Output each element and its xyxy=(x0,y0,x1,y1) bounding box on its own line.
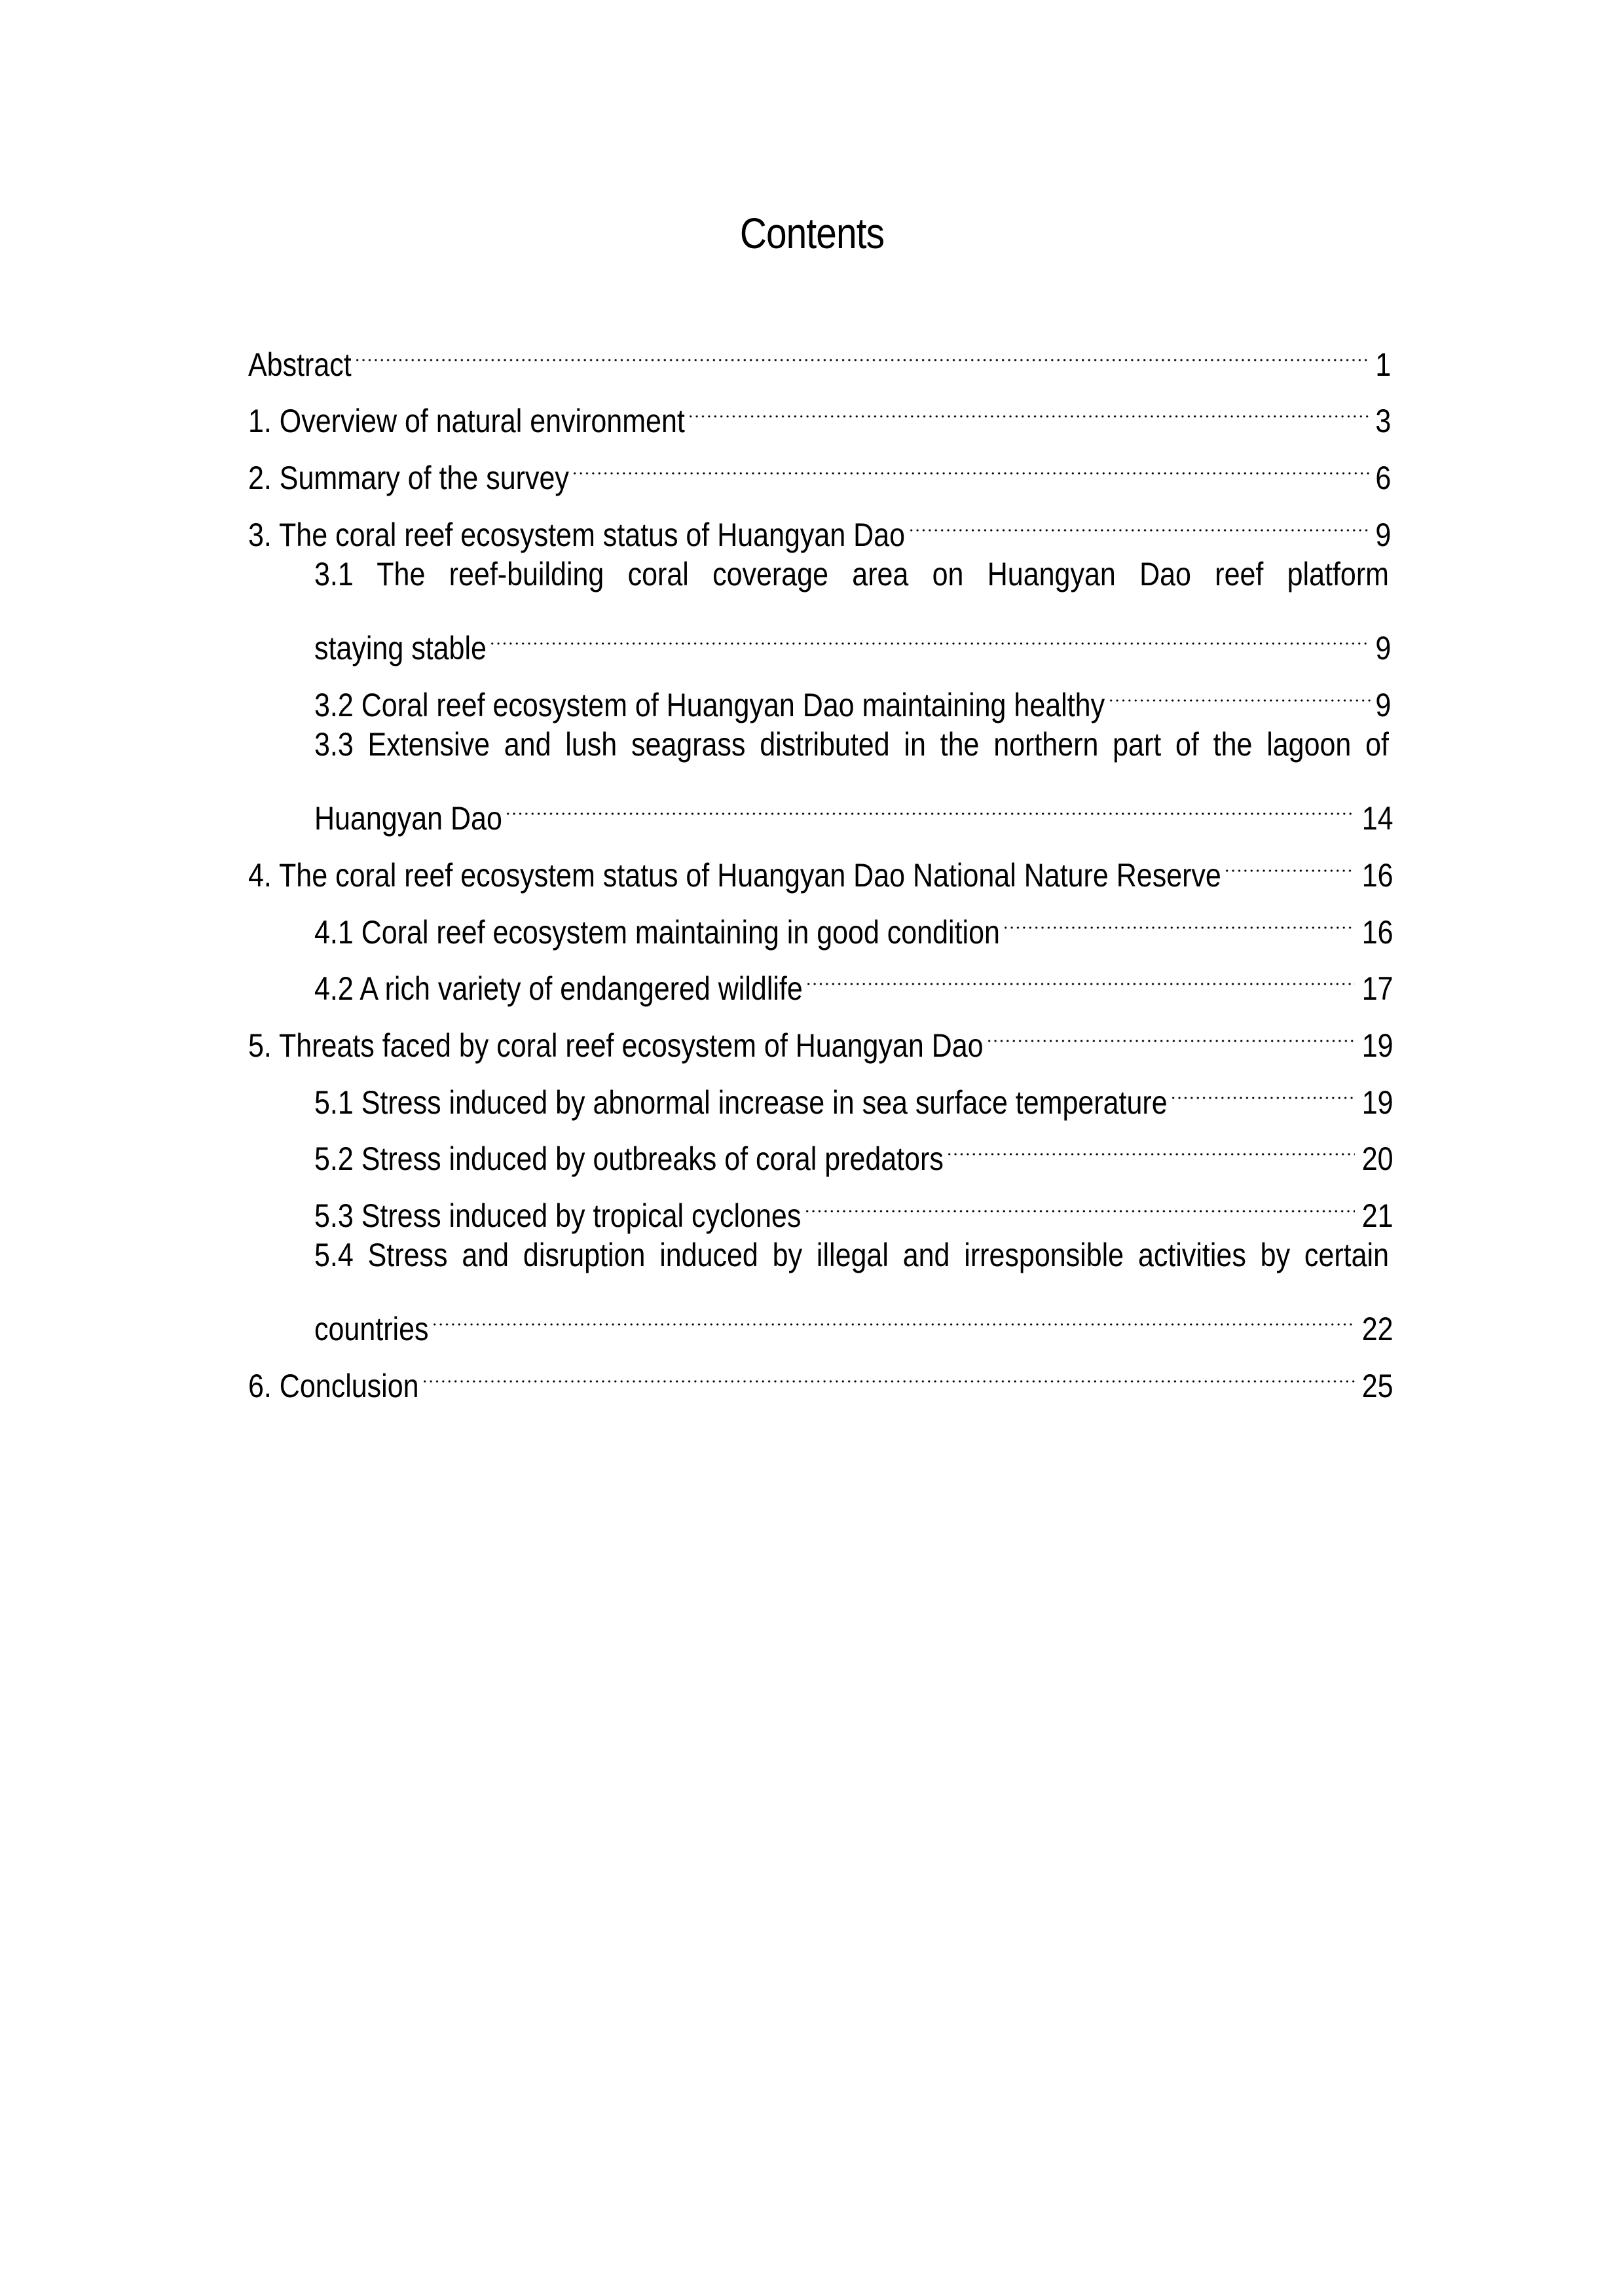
toc-entry[interactable] xyxy=(314,1284,1393,1348)
toc-entry-line[interactable] xyxy=(314,546,1389,603)
toc-entry-label: countries xyxy=(314,1311,429,1348)
toc-entry[interactable] xyxy=(248,1000,1393,1064)
toc-entry[interactable] xyxy=(314,886,1393,951)
toc-entry-label: 2. Summary of the survey xyxy=(248,460,569,497)
toc-entry-label-line1: 3.1 The reef-building coral coverage area on Huangyan Dao reef platform xyxy=(314,555,1389,592)
dot-leader xyxy=(572,432,1371,489)
toc-entry[interactable] xyxy=(248,489,1392,553)
dot-leader xyxy=(489,602,1371,659)
dot-leader xyxy=(354,319,1371,376)
toc-entry[interactable] xyxy=(314,943,1393,1008)
dot-leader xyxy=(688,376,1371,433)
toc-entry[interactable] xyxy=(314,1057,1393,1121)
toc-page-number: 16 xyxy=(1361,913,1393,951)
dot-leader xyxy=(505,773,1355,830)
dot-leader xyxy=(1170,1057,1355,1114)
toc-entry-label: 4. The coral reef ecosystem status of Huangyan Dao National Nature Reserve xyxy=(248,856,1221,894)
dot-leader xyxy=(804,1170,1355,1227)
toc-entry-label: 4.2 A rich variety of endangered wildlife xyxy=(314,970,803,1008)
toc-entry-label-line1: 3.3 Extensive and lush seagrass distributed in the northern part of the lagoon of xyxy=(314,725,1389,763)
dot-leader xyxy=(432,1284,1355,1341)
toc-page-number: 25 xyxy=(1361,1368,1393,1405)
toc-entry[interactable] xyxy=(248,1340,1393,1405)
table-of-contents xyxy=(248,319,1393,1405)
toc-page-number: 9 xyxy=(1375,686,1392,723)
toc-page-number: 14 xyxy=(1361,800,1393,837)
toc-entry-label-line1: 5.4 Stress and disruption induced by illegal and irresponsible activities by certain xyxy=(314,1237,1389,1273)
toc-page-number: 22 xyxy=(1361,1311,1393,1348)
toc-entry[interactable] xyxy=(314,659,1392,723)
toc-entry-label: Huangyan Dao xyxy=(314,800,502,837)
toc-entry[interactable] xyxy=(248,376,1392,440)
toc-entry-label: 5.1 Stress induced by abnormal increase in sea surface temperature xyxy=(314,1084,1168,1121)
dot-leader xyxy=(1224,829,1355,886)
toc-entry[interactable] xyxy=(314,602,1392,667)
toc-page-number: 3 xyxy=(1375,403,1392,440)
toc-entry-line[interactable] xyxy=(314,716,1389,773)
toc-entry-line[interactable] xyxy=(314,1227,1389,1284)
toc-page-number: 9 xyxy=(1375,516,1392,553)
dot-leader xyxy=(1003,886,1355,943)
toc-entry-label: 3.2 Coral reef ecosystem of Huangyan Dao maintaining healthy xyxy=(314,686,1105,723)
toc-entry[interactable] xyxy=(314,773,1393,837)
toc-entry-label: 5.3 Stress induced by tropical cyclones xyxy=(314,1197,802,1234)
toc-page-number: 19 xyxy=(1361,1084,1393,1121)
toc-entry-label: 5. Threats faced by coral reef ecosystem of Huangyan Dao xyxy=(248,1027,984,1064)
toc-entry-label: 6. Conclusion xyxy=(248,1368,419,1405)
toc-page-number: 20 xyxy=(1361,1140,1393,1178)
toc-entry-label: 5.2 Stress induced by outbreaks of coral predators xyxy=(314,1140,944,1178)
dot-leader xyxy=(946,1114,1355,1171)
dot-leader xyxy=(986,1000,1355,1057)
toc-page-number: 16 xyxy=(1361,856,1393,894)
toc-page-number: 19 xyxy=(1361,1027,1393,1064)
toc-page-number: 1 xyxy=(1375,346,1392,383)
dot-leader xyxy=(805,943,1355,1000)
toc-page-number: 6 xyxy=(1375,460,1392,497)
toc-page-number: 21 xyxy=(1361,1197,1393,1234)
toc-entry-label: 3. The coral reef ecosystem status of Huangyan Dao xyxy=(248,516,906,553)
toc-entry-label: 1. Overview of natural environment xyxy=(248,403,685,440)
toc-entry[interactable] xyxy=(248,829,1393,894)
toc-entry[interactable] xyxy=(248,319,1392,383)
toc-entry-label: staying stable xyxy=(314,630,487,667)
page-title: Contents xyxy=(739,209,885,257)
toc-entry-label: 4.1 Coral reef ecosystem maintaining in good condition xyxy=(314,913,1000,951)
toc-entry[interactable] xyxy=(248,432,1392,497)
dot-leader xyxy=(1108,659,1371,716)
toc-entry[interactable] xyxy=(314,1170,1393,1234)
dot-leader xyxy=(422,1340,1355,1397)
toc-entry[interactable] xyxy=(314,1114,1393,1178)
toc-entry-label: Abstract xyxy=(248,346,352,383)
toc-page-number: 17 xyxy=(1361,970,1393,1008)
dot-leader xyxy=(908,489,1371,546)
toc-page-number: 9 xyxy=(1375,630,1392,667)
